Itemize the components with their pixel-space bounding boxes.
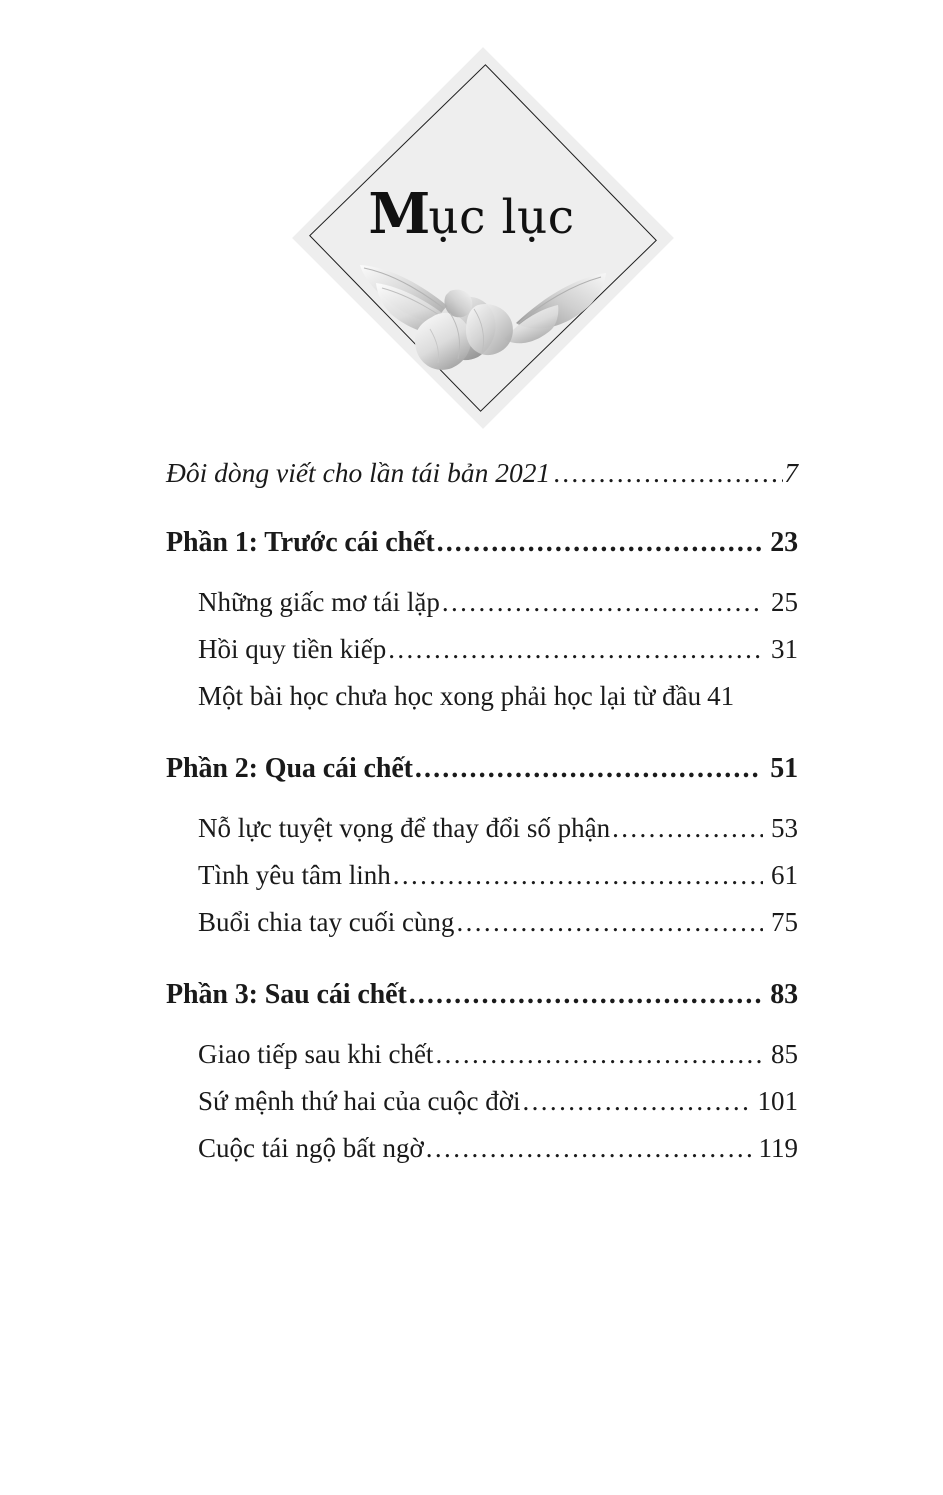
toc-entry-page: 51 (770, 753, 798, 784)
toc-entry-preface[interactable] (166, 455, 798, 491)
toc-entry-label: Phần 3: Sau cái chết (166, 979, 407, 1010)
dot-leader (415, 750, 762, 788)
toc-group-part-3 (0, 976, 943, 1166)
spacer (0, 562, 943, 584)
dot-leader (612, 810, 763, 846)
toc-entry-part-3-chapter-2[interactable] (198, 1083, 798, 1119)
toc-entry-label: Đôi dòng viết cho lần tái bản 2021 (166, 457, 551, 488)
spacer (0, 714, 943, 750)
spacer (0, 1014, 943, 1036)
toc-entry-page: 31 (771, 634, 798, 664)
dot-leader (409, 976, 763, 1014)
toc-entry-page: 61 (771, 860, 798, 890)
toc-entry-part-3[interactable] (166, 976, 798, 1014)
toc-entry-page: 101 (757, 1086, 798, 1116)
toc-group-part-1 (0, 524, 943, 714)
toc-entry-part-3-chapter-3[interactable] (198, 1130, 798, 1166)
toc-entry-label: Sứ mệnh thứ hai của cuộc đời (198, 1086, 521, 1116)
dot-leader (388, 631, 763, 667)
toc-entry-label: Một bài học chưa học xong phải học lại từ đầu (198, 681, 702, 711)
lotus-bud-leaves-icon (358, 243, 608, 371)
spacer (0, 893, 943, 904)
toc-entry-label: Giao tiếp sau khi chết (198, 1039, 434, 1069)
dot-leader (393, 857, 763, 893)
toc-entry-part-2-chapter-3[interactable] (198, 904, 798, 940)
toc-entry-page: 23 (770, 527, 798, 558)
toc-entry-part-2[interactable] (166, 750, 798, 788)
spacer (0, 788, 943, 810)
dot-leader (442, 584, 763, 620)
toc-entry-label: Nỗ lực tuyệt vọng để thay đổi số phận (198, 813, 611, 843)
toc-entry-label: Phần 2: Qua cái chết (166, 753, 413, 784)
toc-entry-page: 53 (771, 813, 798, 843)
page-title-rest: ục lục (428, 190, 575, 245)
page-title-initial: M (368, 181, 429, 247)
toc-entry-part-1-chapter-2[interactable] (198, 631, 798, 667)
spacer (0, 1119, 943, 1130)
toc-entry-label: Cuộc tái ngộ bất ngờ (198, 1133, 424, 1163)
toc-entry-page: 25 (771, 587, 798, 617)
spacer (0, 620, 943, 631)
toc-entry-page: 85 (771, 1039, 798, 1069)
toc-entry-page: 75 (771, 907, 798, 937)
dot-leader (435, 1036, 763, 1072)
dot-leader (553, 455, 783, 491)
spacer (0, 940, 943, 976)
toc-entry-part-2-chapter-2[interactable] (198, 857, 798, 893)
toc-group-part-2 (0, 750, 943, 940)
toc-header-ornament-block (0, 0, 943, 400)
toc-entry-label: Hồi quy tiền kiếp (198, 634, 387, 664)
dot-leader (437, 524, 763, 562)
toc-entry-part-1-chapter-1[interactable] (198, 584, 798, 620)
toc-entry-page: 41 (707, 681, 735, 711)
toc-entry-part-1[interactable] (166, 524, 798, 562)
spacer (0, 1072, 943, 1083)
toc-entry-part-3-chapter-1[interactable] (198, 1036, 798, 1072)
toc-entry-label: Tình yêu tâm linh (198, 860, 391, 890)
dot-leader (426, 1130, 751, 1166)
toc-entry-page: 7 (784, 457, 798, 488)
dot-leader (456, 904, 763, 940)
table-of-contents (0, 455, 943, 1166)
spacer (0, 846, 943, 857)
page-title (0, 181, 943, 247)
toc-entry-label: Buổi chia tay cuối cùng (198, 907, 455, 937)
toc-entry-part-1-chapter-3[interactable] (198, 678, 798, 714)
toc-entry-label: Những giấc mơ tái lặp (198, 587, 440, 617)
toc-entry-page: 119 (758, 1133, 798, 1163)
dot-leader (522, 1083, 749, 1119)
toc-entry-label: Phần 1: Trước cái chết (166, 527, 435, 558)
toc-entry-part-2-chapter-1[interactable] (198, 810, 798, 846)
spacer (0, 667, 943, 678)
toc-entry-page: 83 (770, 979, 798, 1010)
